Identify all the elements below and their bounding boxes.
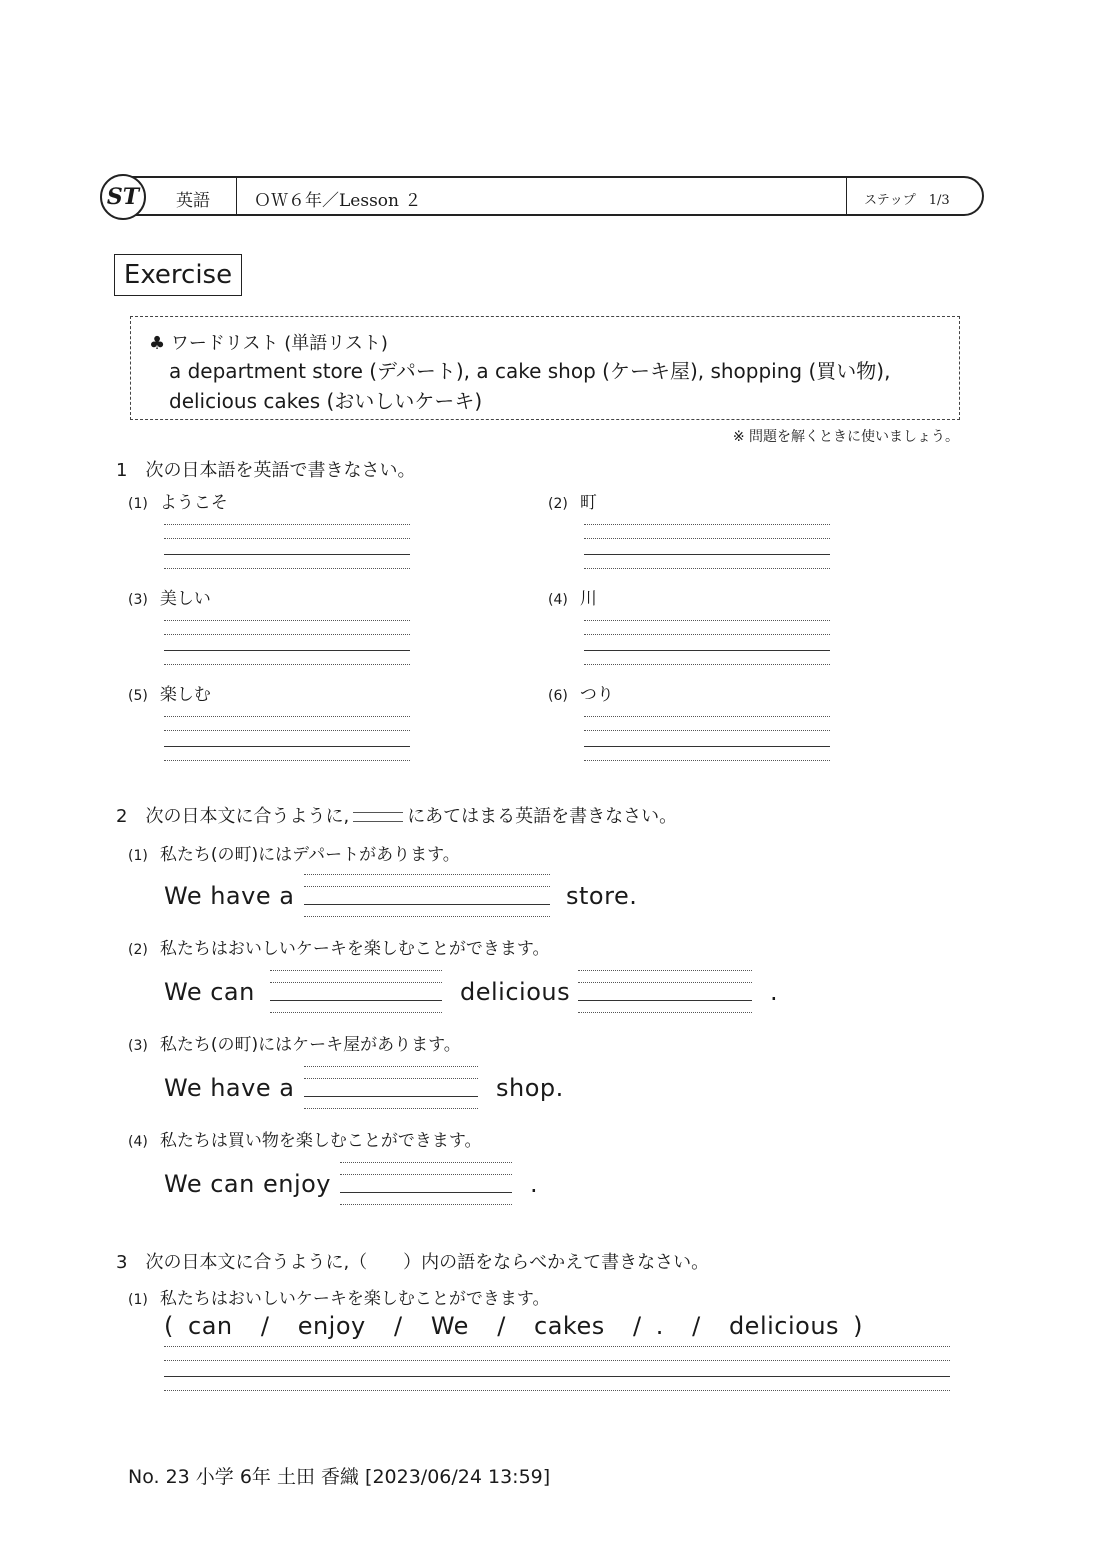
question-2-1: (1) 私たち(の町)にはデパートがあります。 — [128, 845, 460, 865]
question-3-1: (1) 私たちはおいしいケーキを楽しむことができます。 — [128, 1289, 550, 1309]
answer-lines[interactable] — [164, 620, 410, 668]
question-1-2: (2) 町 — [548, 493, 597, 513]
answer-lines[interactable] — [164, 716, 410, 764]
subject-label: 英語 — [176, 191, 210, 211]
question-1-4: (4) 川 — [548, 589, 597, 609]
section-1-title: 1 次の日本語を英語で書きなさい。 — [116, 460, 416, 481]
sentence-part: store. — [566, 882, 638, 910]
answer-blank[interactable] — [304, 874, 550, 918]
question-2-2: (2) 私たちはおいしいケーキを楽しむことができます。 — [128, 939, 550, 959]
word-list-line: delicious cakes (おいしいケーキ) — [169, 389, 483, 413]
answer-blank[interactable] — [304, 1066, 478, 1110]
header-divider — [236, 178, 237, 214]
sentence-part: . — [770, 978, 779, 1006]
word-list-line: a department store (デパート), a cake shop (ケーキ屋), shopping (買い物), — [169, 359, 891, 383]
section-2-title: 2 次の日本文に合うように, にあてはまる英語を書きなさい。 — [116, 806, 678, 827]
question-2-3: (3) 私たち(の町)にはケーキ屋があります。 — [128, 1035, 461, 1055]
question-1-1: (1) ようこそ — [128, 493, 228, 513]
answer-lines[interactable] — [584, 620, 830, 668]
answer-lines[interactable] — [164, 524, 410, 572]
answer-lines[interactable] — [164, 1346, 950, 1394]
word-list-title: ♣ ワードリスト (単語リスト) — [149, 333, 388, 354]
word-options: ( can / enjoy / We / cakes / . / delicious ) — [164, 1312, 864, 1340]
sentence-part: We have a — [164, 882, 295, 910]
answer-blank[interactable] — [578, 970, 752, 1014]
question-1-3: (3) 美しい — [128, 589, 211, 609]
blank-sample-icon — [353, 812, 403, 822]
sentence-part: delicious — [460, 978, 571, 1006]
sentence-part: We can enjoy — [164, 1170, 331, 1198]
header-divider — [846, 178, 847, 214]
answer-blank[interactable] — [270, 970, 442, 1014]
sentence-part: . — [530, 1170, 539, 1198]
question-1-6: (6) つり — [548, 685, 614, 705]
footer-info: No. 23 小学 6年 土田 香織 [2023/06/24 13:59] — [128, 1466, 551, 1488]
sentence-part: We have a — [164, 1074, 295, 1102]
question-1-5: (5) 楽しむ — [128, 685, 211, 705]
sentence-part: We can — [164, 978, 255, 1006]
section-3-title: 3 次の日本文に合うように,（ ）内の語をならべかえて書きなさい。 — [116, 1252, 710, 1273]
sentence-part: shop. — [496, 1074, 564, 1102]
st-logo: ST — [100, 174, 146, 220]
word-list-box — [130, 316, 960, 420]
question-2-4: (4) 私たちは買い物を楽しむことができます。 — [128, 1131, 482, 1151]
answer-blank[interactable] — [340, 1162, 512, 1206]
course-title: ＯＷ６年／Lesson ２ — [254, 191, 422, 211]
answer-lines[interactable] — [584, 716, 830, 764]
step-indicator: ステップ 1/3 — [864, 193, 950, 208]
usage-note: ※ 問題を解くときに使いましょう。 — [732, 429, 959, 445]
answer-lines[interactable] — [584, 524, 830, 572]
exercise-label: Exercise — [114, 254, 242, 296]
